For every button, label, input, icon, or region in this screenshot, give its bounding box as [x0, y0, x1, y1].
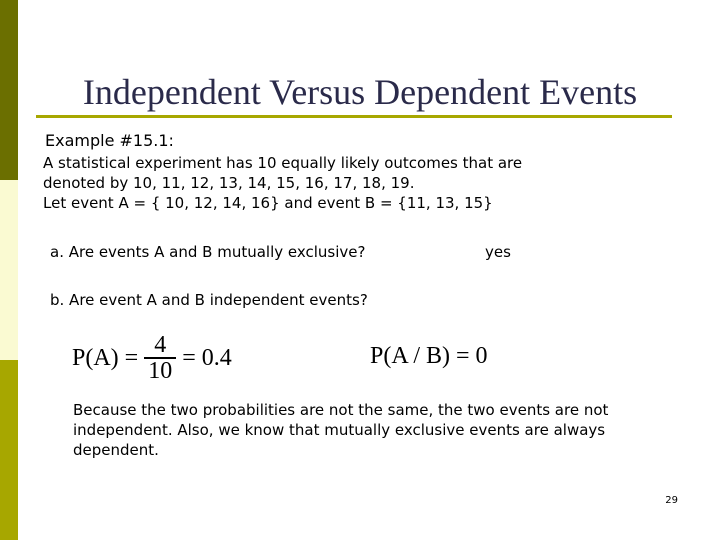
title-underline — [36, 115, 672, 118]
page-number: 29 — [665, 495, 678, 506]
eq1-numerator: 4 — [154, 332, 167, 358]
statement-line-1: A statistical experiment has 10 equally likely outcomes that are — [43, 154, 523, 172]
question-a: a. Are events A and B mutually exclusive? — [50, 243, 366, 261]
equation-p-a-given-b: P(A / B) = 0 — [370, 343, 488, 369]
equation-p-a — [72, 334, 232, 382]
statement-line-2: denoted by 10, 11, 12, 13, 14, 15, 16, 17, 18, 19. — [43, 174, 415, 192]
eq1-fraction — [144, 333, 176, 383]
side-bar-bottom — [0, 360, 18, 540]
statement-line-3: Let event A = { 10, 12, 14, 16} and event B = {11, 13, 15} — [43, 194, 493, 212]
explanation-text: Because the two probabilities are not the same, the two events are not independent. Also, we know that mutually exclusive events are always dependent. — [73, 401, 609, 459]
question-b: b. Are event A and B independent events? — [50, 291, 368, 309]
eq1-denominator: 10 — [144, 357, 176, 383]
eq1-lhs: P(A) = — [72, 344, 139, 371]
eq1-rhs: = 0.4 — [182, 344, 232, 371]
example-label: Example #15.1: — [45, 131, 174, 150]
answer-a: yes — [485, 243, 511, 261]
side-bar-middle — [0, 180, 18, 360]
slide-title: Independent Versus Dependent Events — [82, 72, 638, 112]
